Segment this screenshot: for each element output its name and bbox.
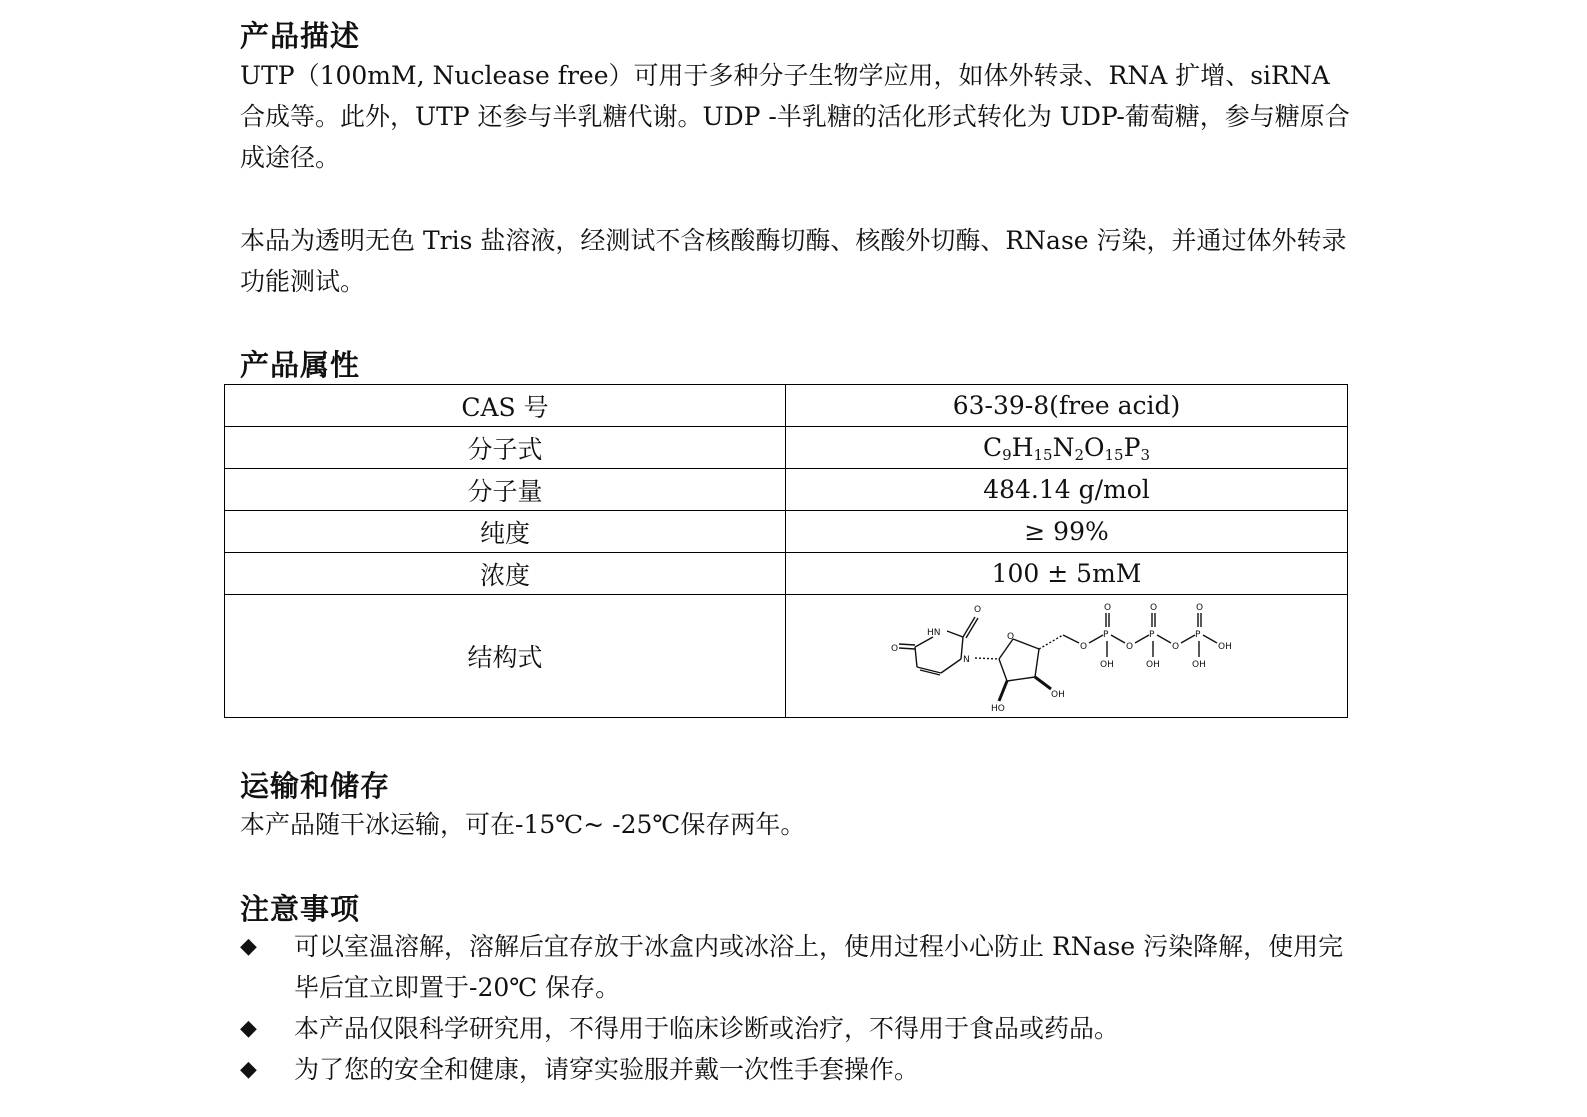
property-key: 分子量 <box>225 469 786 511</box>
table-row <box>225 553 1348 595</box>
description-paragraph-1: UTP（100mM, Nuclease free）可用于多种分子生物学应用，如体外转录、RNA 扩增、siRNA 合成等。此外，UTP 还参与半乳糖代谢。UDP -半乳糖的活化形式转化为 UDP-葡萄糖，参与糖原合成途径。 <box>240 61 1350 172</box>
diamond-bullet-icon: ◆ <box>240 1016 257 1041</box>
property-key: 浓度 <box>225 553 786 595</box>
structure-atom-label: P <box>1194 630 1200 640</box>
property-value: 100 ± 5mM <box>786 553 1348 595</box>
structure-atom-label: OH <box>1050 690 1065 700</box>
property-value: 63-39-8(free acid) <box>786 385 1348 427</box>
structure-atom-label: O <box>1195 603 1203 613</box>
note-text: 本产品仅限科学研究用，不得用于临床诊断或治疗，不得用于食品或药品。 <box>294 1014 1120 1043</box>
structure-atom-label: HN <box>926 628 940 638</box>
storage-text: 本产品随干冰运输，可在-15℃~ -25℃保存两年。 <box>240 810 806 839</box>
structure-atom-label: OH <box>1217 642 1232 652</box>
note-text: 可以室温溶解，溶解后宜存放于冰盒内或冰浴上，使用过程小心防止 RNase 污染降解，使用完毕后宜立即置于-20℃ 保存。 <box>294 932 1344 1002</box>
description-paragraph-2: 本品为透明无色 Tris 盐溶液，经测试不含核酸酶切酶、核酸外切酶、RNase 污染，并通过体外转录功能测试。 <box>240 226 1347 296</box>
structure-atom-label: O <box>1079 642 1087 652</box>
diamond-bullet-icon: ◆ <box>240 934 257 959</box>
table-row <box>225 469 1348 511</box>
structure-atom-label: O <box>890 644 898 654</box>
list-item <box>240 926 1350 1008</box>
structure-atom-label: O <box>1103 603 1111 613</box>
property-key: 分子式 <box>225 427 786 469</box>
structure-atom-label: OH <box>1145 660 1160 670</box>
table-row <box>225 511 1348 553</box>
list-item <box>240 1008 1350 1049</box>
structure-atom-label: O <box>1125 642 1133 652</box>
structure-atom-label: O <box>1171 642 1179 652</box>
diamond-bullet-icon: ◆ <box>240 1057 257 1082</box>
property-value: ≥ 99% <box>786 511 1348 553</box>
section-title-properties: 产品属性 <box>240 348 361 382</box>
list-item <box>240 1049 1350 1090</box>
property-key: 结构式 <box>225 595 786 718</box>
section-title-description: 产品描述 <box>240 19 361 53</box>
structure-atom-label: P <box>1102 630 1108 640</box>
structure-atom-label: HO <box>990 704 1005 714</box>
property-key: CAS 号 <box>225 385 786 427</box>
structure-atom-label: OH <box>1191 660 1206 670</box>
section-title-notes: 注意事项 <box>240 892 361 926</box>
structure-atom-label: O <box>1006 632 1014 642</box>
structure-atom-label: O <box>973 605 981 615</box>
property-key: 纯度 <box>225 511 786 553</box>
table-row <box>225 427 1348 469</box>
molecular-formula: $C_9H_{15}N_2O_{15}P_3$ <box>786 427 1348 469</box>
properties-table <box>224 384 1348 718</box>
notes-list <box>240 926 1350 1090</box>
table-row <box>225 385 1348 427</box>
structure-atom-label: O <box>1149 603 1157 613</box>
section-title-storage: 运输和储存 <box>240 769 391 803</box>
note-text: 为了您的安全和健康，请穿实验服并戴一次性手套操作。 <box>294 1055 920 1084</box>
structural-formula-image <box>887 597 1247 715</box>
structure-atom-label: OH <box>1099 660 1114 670</box>
property-value: 484.14 g/mol <box>786 469 1348 511</box>
structure-cell <box>786 595 1348 718</box>
structure-atom-label: N <box>962 655 970 665</box>
structure-atom-label: P <box>1148 630 1154 640</box>
table-row <box>225 595 1348 718</box>
